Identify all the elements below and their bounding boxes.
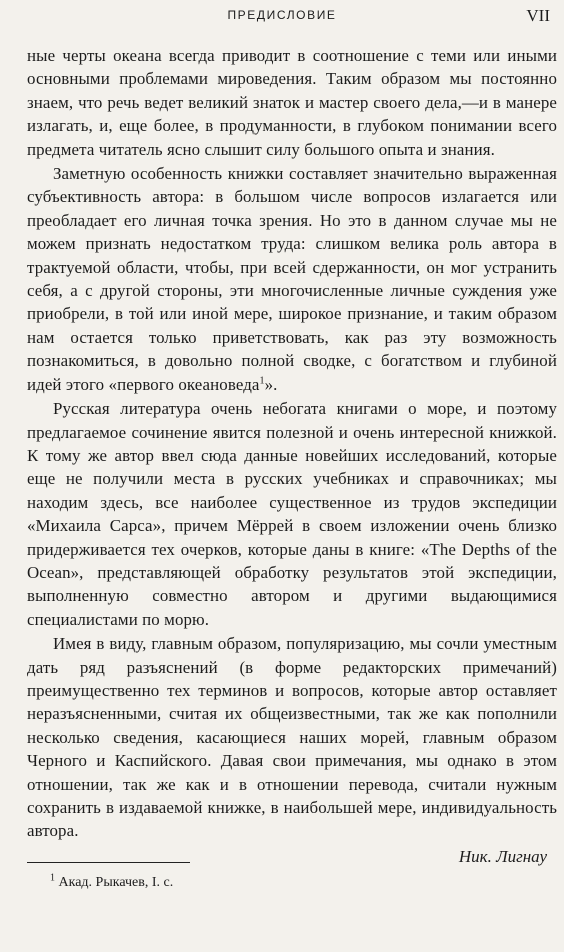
footnote <box>50 872 174 891</box>
paragraph-2-text: Заметную особенность книжки составляет значительно выраженная субъективность автора: в большом числе вопросов излагается или преобладает его личная точка зрения. Но это в данном случае мы не можем признать недостатком труда: слишком велика роль автора в трактуемой области, чтобы, при всей сдержанности, он мог устранить себя, а с другой стороны, эти многочисленные личные суждения уже приобрели, в той или иной мере, широкое признание, и таким образом нам остается только приветствовать, как раз эту возможность познакомиться, в довольно полной сводке, с богатством и глубиной идей этого «первого океановеда <box>27 164 557 394</box>
paragraph-2 <box>27 162 557 396</box>
page-number: VII <box>526 6 550 25</box>
footnote-text: Акад. Рыкачев, I. c. <box>58 875 174 890</box>
body-text <box>27 44 557 867</box>
footnote-marker: 1 <box>50 872 55 884</box>
footnote-ref: 1 <box>259 375 265 387</box>
signature: Ник. Лигнау <box>458 846 547 866</box>
page-header <box>0 6 564 26</box>
footnote-rule <box>27 862 190 863</box>
paragraph-1: ные черты океана всегда приводит в соотношение с теми или иными основными проблемами мироведения. Таким образом мы постоянно знаем, что речь ведет великий знаток и мастер своего дела,—и в манере излагать, и, еще более, в продуманности, в глубоком понимании всего предмета читатель ясно слышит силу большого опыта и знания. <box>27 46 557 159</box>
paragraph-2-end: ». <box>264 374 278 394</box>
paragraph-4: Имея в виду, главным образом, популяризацию, мы сочли уместным дать ряд разъяснений (в форме редакторских примечаний) преимущественно тех терминов и вопросов, которые автор оставляет неразъясненными, считая их общеизвестными, так же как пополнили несколько сведения, касающиеся наших морей, главным образом Черного и Каспийского. Давая свои примечания, мы однако в этом отношении, так же как и в отношении перевода, считали нужным сохранить в издаваемой книжке, в наибольшей мере, индивидуальность автора. <box>27 634 557 841</box>
paragraph-3: Русская литература очень небогата книгами о море, и поэтому предлагаемое сочинение явится полезной и очень интересной книжкой. К тому же автор ввел сюда данные новейших исследований, которые еще не получили места в русских учебниках и справочниках; мы находим здесь, все наиболее существенное из трудов экспедиции «Михаила Сарса», причем Мёррей в своем изложении очень близко придерживается тех очерков, которые даны в книге: «The Depths of the Ocean», представляющей обработку результатов этой экспедиции, выполненную совместно автором и другими выдающимися специалистами по морю. <box>27 399 557 629</box>
running-head: ПРЕДИСЛОВИЕ <box>227 8 337 22</box>
